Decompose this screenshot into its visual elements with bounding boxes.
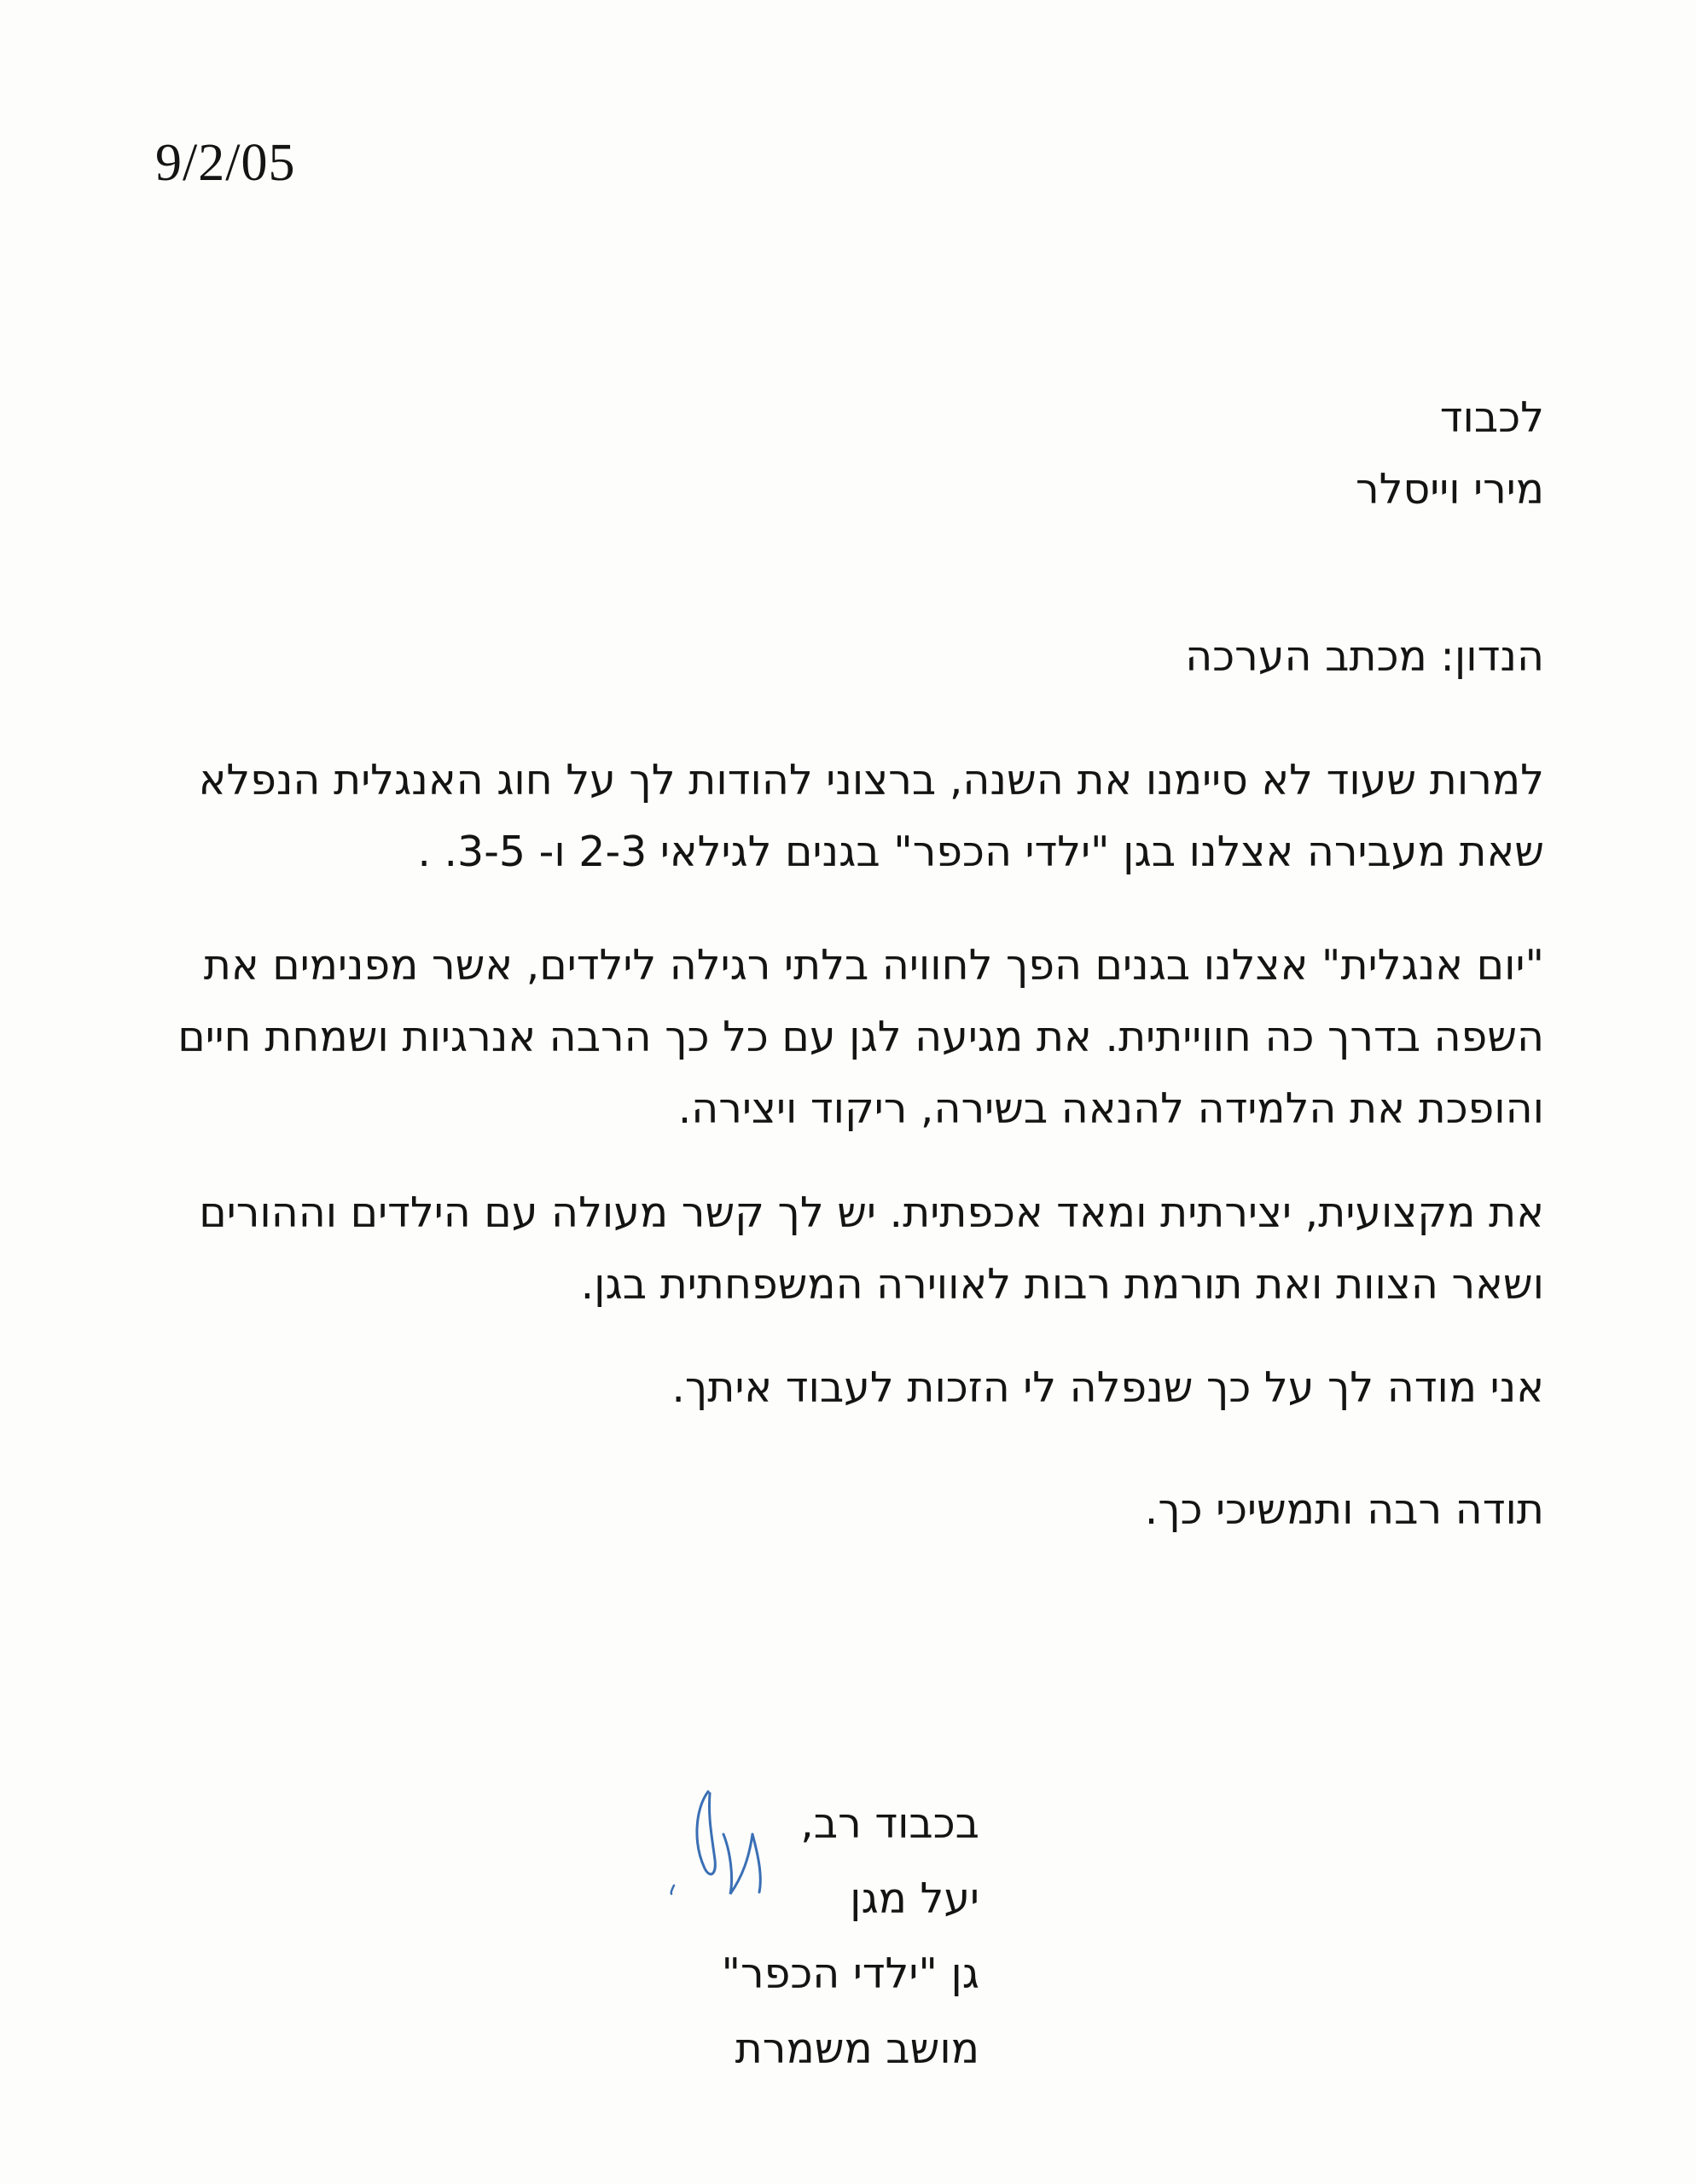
signoff-block xyxy=(722,1786,979,2087)
signoff-kindergarten: גן "ילדי הכפר" xyxy=(721,1949,979,1998)
paragraph-line: ושאר הצוות ואת תורמת רבות לאווירה המשפחתית בגן. xyxy=(580,1260,1544,1309)
addressee-block xyxy=(1356,382,1544,526)
addressee-name: מירי וייסלר xyxy=(1355,465,1544,514)
paragraph-line: והופכת את הלמידה להנאה בשירה, ריקוד ויצירה. xyxy=(677,1084,1544,1133)
subject-line: הנדון: מכתב הערכה xyxy=(1185,632,1544,681)
paragraph-3 xyxy=(199,1177,1544,1321)
signoff-name: יעל מגן xyxy=(850,1874,979,1923)
paragraph-line: "יום אנגלית" אצלנו בגנים הפך לחוויה בלתי רגילה לילדים, אשר מפנימים את xyxy=(203,941,1544,990)
paragraph-line: אני מודה לך על כך שנפלה לי הזכות לעבוד איתך. xyxy=(671,1363,1544,1412)
letter-date: 9/2/05 xyxy=(155,134,296,192)
paragraph-5 xyxy=(1145,1474,1544,1546)
paragraph-line: את מקצועית, יצירתית ומאד אכפתית. יש לך קשר מעולה עם הילדים וההורים xyxy=(199,1188,1544,1237)
paragraph-line: למרות שעוד לא סיימנו את השנה, ברצוני להודות לך על חוג האנגלית הנפלא xyxy=(198,756,1544,804)
paragraph-1 xyxy=(199,745,1544,888)
paragraph-4 xyxy=(671,1352,1544,1424)
paragraph-line: תודה רבה ותמשיכי כך. xyxy=(1144,1485,1544,1534)
signoff-closing: בכבוד רב, xyxy=(800,1799,979,1848)
addressee-title: לכבוד xyxy=(1439,393,1544,442)
paragraph-line: שאת מעבירה אצלנו בגן "ילדי הכפר" בגנים לגילאי 2-3 ו- 3-5. . xyxy=(417,828,1544,876)
paragraph-2 xyxy=(177,930,1544,1145)
signoff-location: מושב משמרת xyxy=(735,2024,979,2073)
paragraph-line: השפה בדרך כה חווייתית. את מגיעה לגן עם כל כך הרבה אנרגיות ושמחת חיים xyxy=(177,1013,1544,1061)
